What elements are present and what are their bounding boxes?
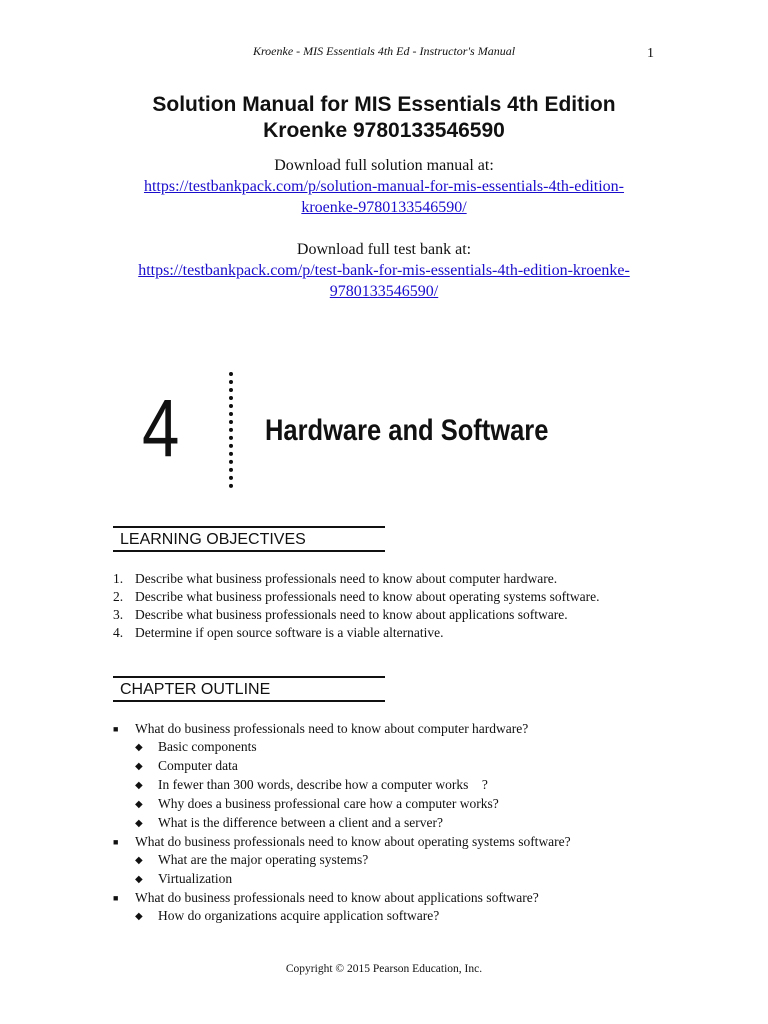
square-bullet-icon: ■ xyxy=(113,724,119,734)
outline-subtopic xyxy=(113,814,571,833)
chapter-outline-list xyxy=(113,720,571,926)
outline-subtopic xyxy=(113,738,571,757)
list-item xyxy=(113,624,600,642)
outline-subtopic xyxy=(113,776,571,795)
topic-text: What do business professionals need to know about operating systems software? xyxy=(135,834,571,849)
diamond-bullet-icon: ◆ xyxy=(135,818,143,829)
item-text: Describe what business professionals need to know about applications software. xyxy=(135,607,568,622)
test-bank-link[interactable] xyxy=(138,262,630,300)
test-bank-link-line-1: https://testbankpack.com/p/test-bank-for-mis-essentials-4th-edition-kroenke- xyxy=(138,262,630,279)
outline-subtopic xyxy=(113,870,571,889)
diamond-bullet-icon: ◆ xyxy=(135,874,143,885)
outline-topic xyxy=(113,833,571,851)
square-bullet-icon: ■ xyxy=(113,893,119,903)
document-title xyxy=(0,92,768,144)
learning-objectives-heading: LEARNING OBJECTIVES xyxy=(113,526,385,552)
subtopic-text: How do organizations acquire application software? xyxy=(158,908,440,923)
diamond-bullet-icon: ◆ xyxy=(135,911,143,922)
running-header: Kroenke - MIS Essentials 4th Ed - Instructor's Manual xyxy=(252,44,516,58)
copyright-footer: Copyright © 2015 Pearson Education, Inc. xyxy=(285,963,483,975)
item-number: 3. xyxy=(113,607,124,622)
outline-topic xyxy=(113,889,571,907)
diamond-bullet-icon: ◆ xyxy=(135,780,143,791)
topic-text: What do business professionals need to know about computer hardware? xyxy=(135,721,529,736)
test-bank-download xyxy=(0,239,768,302)
square-bullet-icon: ■ xyxy=(113,837,119,847)
diamond-bullet-icon: ◆ xyxy=(135,855,143,866)
list-item xyxy=(113,588,600,606)
subtopic-text: In fewer than 300 words, describe how a computer works ? xyxy=(158,777,488,792)
outline-topic xyxy=(113,720,571,738)
item-number: 1. xyxy=(113,571,124,586)
diamond-bullet-icon: ◆ xyxy=(135,761,143,772)
subtopic-text: Virtualization xyxy=(158,871,233,886)
solution-manual-link[interactable] xyxy=(144,178,624,216)
list-item xyxy=(113,606,600,624)
chapter-divider xyxy=(229,372,233,488)
subtopic-text: Computer data xyxy=(158,758,238,773)
chapter-title: Hardware and Software xyxy=(265,414,549,447)
outline-subtopic xyxy=(113,757,571,776)
item-text: Describe what business professionals need to know about operating systems software. xyxy=(135,589,600,604)
outline-subtopic xyxy=(113,851,571,870)
solution-manual-label: Download full solution manual at: xyxy=(274,157,494,174)
solution-manual-link-line-1: https://testbankpack.com/p/solution-manual-for-mis-essentials-4th-edition- xyxy=(143,178,625,195)
item-text: Determine if open source software is a viable alternative. xyxy=(135,625,444,640)
test-bank-label: Download full test bank at: xyxy=(296,241,472,258)
outline-subtopic xyxy=(113,907,571,926)
diamond-bullet-icon: ◆ xyxy=(135,799,143,810)
page-number: 1 xyxy=(647,46,654,61)
item-number: 4. xyxy=(113,625,124,640)
item-number: 2. xyxy=(113,589,124,604)
subtopic-text: What is the difference between a client and a server? xyxy=(158,815,443,830)
learning-objectives-list xyxy=(113,570,600,642)
diamond-bullet-icon: ◆ xyxy=(135,742,143,753)
title-line-2: Kroenke 9780133546590 xyxy=(263,119,505,142)
list-item xyxy=(113,570,600,588)
test-bank-link-line-2: 9780133546590/ xyxy=(329,283,439,300)
subtopic-text: What are the major operating systems? xyxy=(158,852,369,867)
title-line-1: Solution Manual for MIS Essentials 4th Edition xyxy=(152,93,616,116)
subtopic-text: Basic components xyxy=(158,739,257,754)
solution-manual-link-line-2: kroenke-9780133546590/ xyxy=(301,199,467,216)
chapter-number: 4 xyxy=(142,383,180,474)
outline-subtopic xyxy=(113,795,571,814)
subtopic-text: Why does a business professional care how a computer works? xyxy=(158,796,499,811)
topic-text: What do business professionals need to know about applications software? xyxy=(135,890,539,905)
solution-manual-download xyxy=(0,155,768,218)
item-text: Describe what business professionals need to know about computer hardware. xyxy=(135,571,558,586)
chapter-outline-heading: CHAPTER OUTLINE xyxy=(113,676,385,702)
